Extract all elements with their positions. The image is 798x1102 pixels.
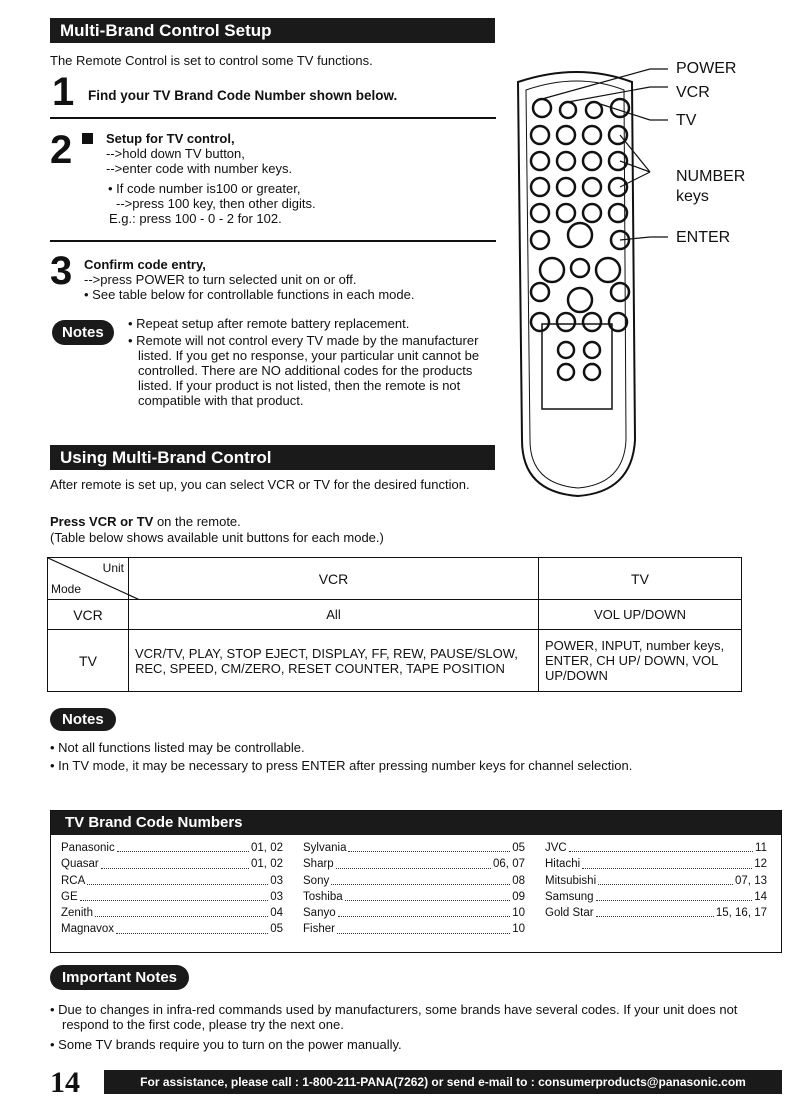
brand-name: Samsung bbox=[545, 890, 594, 903]
footer-bar bbox=[104, 1070, 782, 1094]
table-header-row bbox=[48, 558, 742, 600]
callout-vcr: VCR bbox=[676, 84, 710, 101]
step-2-line: -->press 100 key, then other digits. bbox=[116, 196, 316, 211]
step-2-bullet: • If code number is100 or greater, bbox=[108, 181, 498, 196]
brand-code-row bbox=[61, 856, 283, 872]
brand-name: RCA bbox=[61, 874, 86, 887]
callout-keys: keys bbox=[676, 188, 709, 205]
brand-codes-box bbox=[50, 810, 782, 953]
important-note-item: • Some TV brands require you to turn on the power manually. bbox=[50, 1037, 750, 1052]
table-note: (Table below shows available unit buttons for each mode.) bbox=[50, 530, 384, 545]
important-note-item: • Due to changes in infra-red commands used by manufacturers, some brands have several codes. If your unit does not respond to the first code, please try the next one. bbox=[50, 1002, 750, 1032]
brand-code: 14 bbox=[754, 890, 767, 903]
square-bullet-icon bbox=[82, 133, 93, 144]
step-2-line: -->hold down TV button, bbox=[106, 146, 245, 161]
step-2-line: E.g.: press 100 - 0 - 2 for 102. bbox=[109, 211, 282, 226]
table-cell: POWER, INPUT, number keys, ENTER, CH UP/ DOWN, VOL UP/DOWN bbox=[539, 630, 742, 692]
callout-number: NUMBER bbox=[676, 168, 746, 185]
brand-name: Zenith bbox=[61, 907, 93, 920]
setup-section-header bbox=[50, 18, 495, 43]
brand-codes-column-3 bbox=[545, 840, 767, 938]
brand-code: 03 bbox=[270, 874, 283, 887]
setup-section-title: Multi-Brand Control Setup bbox=[60, 21, 272, 40]
brand-code: 01, 02 bbox=[251, 858, 283, 871]
brand-name: Sylvania bbox=[303, 842, 347, 854]
brand-code-row bbox=[303, 921, 525, 937]
brand-code: 10 bbox=[512, 907, 525, 920]
brand-code-row bbox=[545, 840, 767, 856]
brand-code: 08 bbox=[512, 874, 525, 887]
table-cell: VCR/TV, PLAY, STOP EJECT, DISPLAY, FF, REW, PAUSE/SLOW, REC, SPEED, CM/ZERO, RESET COUNTER, TAPE POSITION bbox=[129, 630, 539, 692]
brand-name: JVC bbox=[545, 842, 567, 854]
step-2-line: -->enter code with number keys. bbox=[106, 161, 293, 176]
brand-code: 07, 13 bbox=[735, 874, 767, 887]
intro-text: The Remote Control is set to control some TV functions. bbox=[50, 53, 373, 68]
brand-code-row bbox=[545, 873, 767, 889]
brand-code-row bbox=[545, 889, 767, 905]
brand-name: GE bbox=[61, 890, 78, 903]
brand-code-row bbox=[545, 856, 767, 872]
brand-name: Sharp bbox=[303, 858, 334, 871]
notes-badge: Notes bbox=[52, 320, 114, 345]
brand-codes-header bbox=[51, 811, 781, 835]
brand-codes-title: TV Brand Code Numbers bbox=[65, 814, 243, 831]
unit-mode-table bbox=[47, 557, 742, 692]
note-item: • Not all functions listed may be controllable. bbox=[50, 740, 740, 755]
important-notes-badge: Important Notes bbox=[50, 965, 189, 990]
using-press-rest: on the remote. bbox=[153, 514, 241, 529]
using-section-header bbox=[50, 445, 495, 470]
important-notes-list bbox=[50, 1002, 750, 1052]
brand-code-row bbox=[61, 921, 283, 937]
table-col-tv: TV bbox=[539, 558, 742, 600]
brand-name: Sony bbox=[303, 874, 330, 887]
divider bbox=[50, 117, 496, 119]
step-2-number: 2 bbox=[50, 128, 73, 172]
brand-name: Gold Star bbox=[545, 907, 594, 920]
brand-code: 12 bbox=[754, 858, 767, 871]
brand-code: 01, 02 bbox=[251, 842, 283, 854]
table-row bbox=[48, 600, 742, 630]
note-item: • Remote will not control every TV made by the manufacturer listed. If you get no response, your particular unit cannot be controlled. There are NO additional codes for the products listed. If your product is not listed, then the remote is not compatible with that product. bbox=[128, 333, 498, 408]
using-press-line bbox=[50, 514, 550, 529]
brand-code-row bbox=[303, 840, 525, 856]
brand-code: 05 bbox=[512, 842, 525, 854]
brand-code-row bbox=[61, 873, 283, 889]
callout-tv: TV bbox=[676, 112, 697, 129]
corner-mode-label: Mode bbox=[51, 582, 82, 596]
callout-power: POWER bbox=[676, 60, 737, 77]
corner-unit-label: Unit bbox=[102, 561, 124, 575]
step-2-body bbox=[106, 131, 496, 176]
brand-code: 11 bbox=[755, 842, 767, 854]
brand-name: Mitsubishi bbox=[545, 874, 597, 887]
step-3-line: -->press POWER to turn selected unit on or off. bbox=[84, 272, 357, 287]
brand-code-row bbox=[303, 856, 525, 872]
brand-name: Hitachi bbox=[545, 858, 581, 871]
step-2-extra bbox=[108, 181, 498, 226]
note-item: • Repeat setup after remote battery replacement. bbox=[128, 316, 498, 331]
notes-list bbox=[128, 316, 498, 408]
brand-codes-column-1 bbox=[61, 840, 283, 938]
brand-code-row bbox=[303, 905, 525, 921]
brand-code-row bbox=[545, 905, 767, 921]
table-cell-mode: TV bbox=[48, 630, 129, 692]
step-3-body bbox=[84, 257, 504, 302]
divider bbox=[50, 240, 496, 242]
footer-text: For assistance, please call : 1-800-211-PANA(7262) or send e-mail to : consumerproducts@panasonic.com bbox=[140, 1075, 746, 1089]
table-corner-cell bbox=[48, 558, 129, 600]
brand-code: 09 bbox=[512, 890, 525, 903]
brand-code: 04 bbox=[270, 907, 283, 920]
remote-control-illustration bbox=[500, 60, 790, 510]
table-row bbox=[48, 630, 742, 692]
note-item: • In TV mode, it may be necessary to press ENTER after pressing number keys for channel selection. bbox=[50, 758, 740, 773]
notes-badge: Notes bbox=[50, 708, 116, 731]
callout-enter: ENTER bbox=[676, 229, 731, 246]
brand-code: 10 bbox=[512, 923, 525, 936]
notes-list-2 bbox=[50, 740, 740, 773]
brand-code: 06, 07 bbox=[493, 858, 525, 871]
brand-codes-column-2 bbox=[303, 840, 525, 938]
step-3-number: 3 bbox=[50, 249, 73, 293]
brand-code: 05 bbox=[270, 923, 283, 936]
brand-name: Toshiba bbox=[303, 890, 343, 903]
step-1-number: 1 bbox=[52, 70, 75, 114]
brand-code-row bbox=[61, 889, 283, 905]
brand-code: 15, 16, 17 bbox=[715, 907, 767, 920]
brand-code-row bbox=[61, 840, 283, 856]
brand-code-row bbox=[61, 905, 283, 921]
using-text: After remote is set up, you can select VCR or TV for the desired function. bbox=[50, 477, 470, 492]
brand-name: Magnavox bbox=[61, 923, 115, 936]
brand-name: Panasonic bbox=[61, 842, 115, 854]
using-press-bold: Press VCR or TV bbox=[50, 514, 154, 529]
table-cell: VOL UP/DOWN bbox=[539, 600, 742, 630]
table-col-vcr: VCR bbox=[129, 558, 539, 600]
brand-name: Sanyo bbox=[303, 907, 336, 920]
brand-name: Quasar bbox=[61, 858, 99, 871]
brand-code-row bbox=[303, 889, 525, 905]
step-3-heading: Confirm code entry, bbox=[84, 257, 206, 272]
using-section-title: Using Multi-Brand Control bbox=[60, 448, 272, 467]
table-cell-mode: VCR bbox=[48, 600, 129, 630]
page-number: 14 bbox=[50, 1066, 80, 1099]
step-2-heading: Setup for TV control, bbox=[106, 131, 235, 146]
brand-code-row bbox=[303, 873, 525, 889]
step-1-text: Find your TV Brand Code Number shown below. bbox=[88, 88, 398, 103]
brand-code: 03 bbox=[270, 890, 283, 903]
table-cell: All bbox=[129, 600, 539, 630]
brand-codes-columns bbox=[51, 835, 781, 938]
step-3-bullet: • See table below for controllable functions in each mode. bbox=[84, 287, 504, 302]
brand-name: Fisher bbox=[303, 923, 335, 936]
